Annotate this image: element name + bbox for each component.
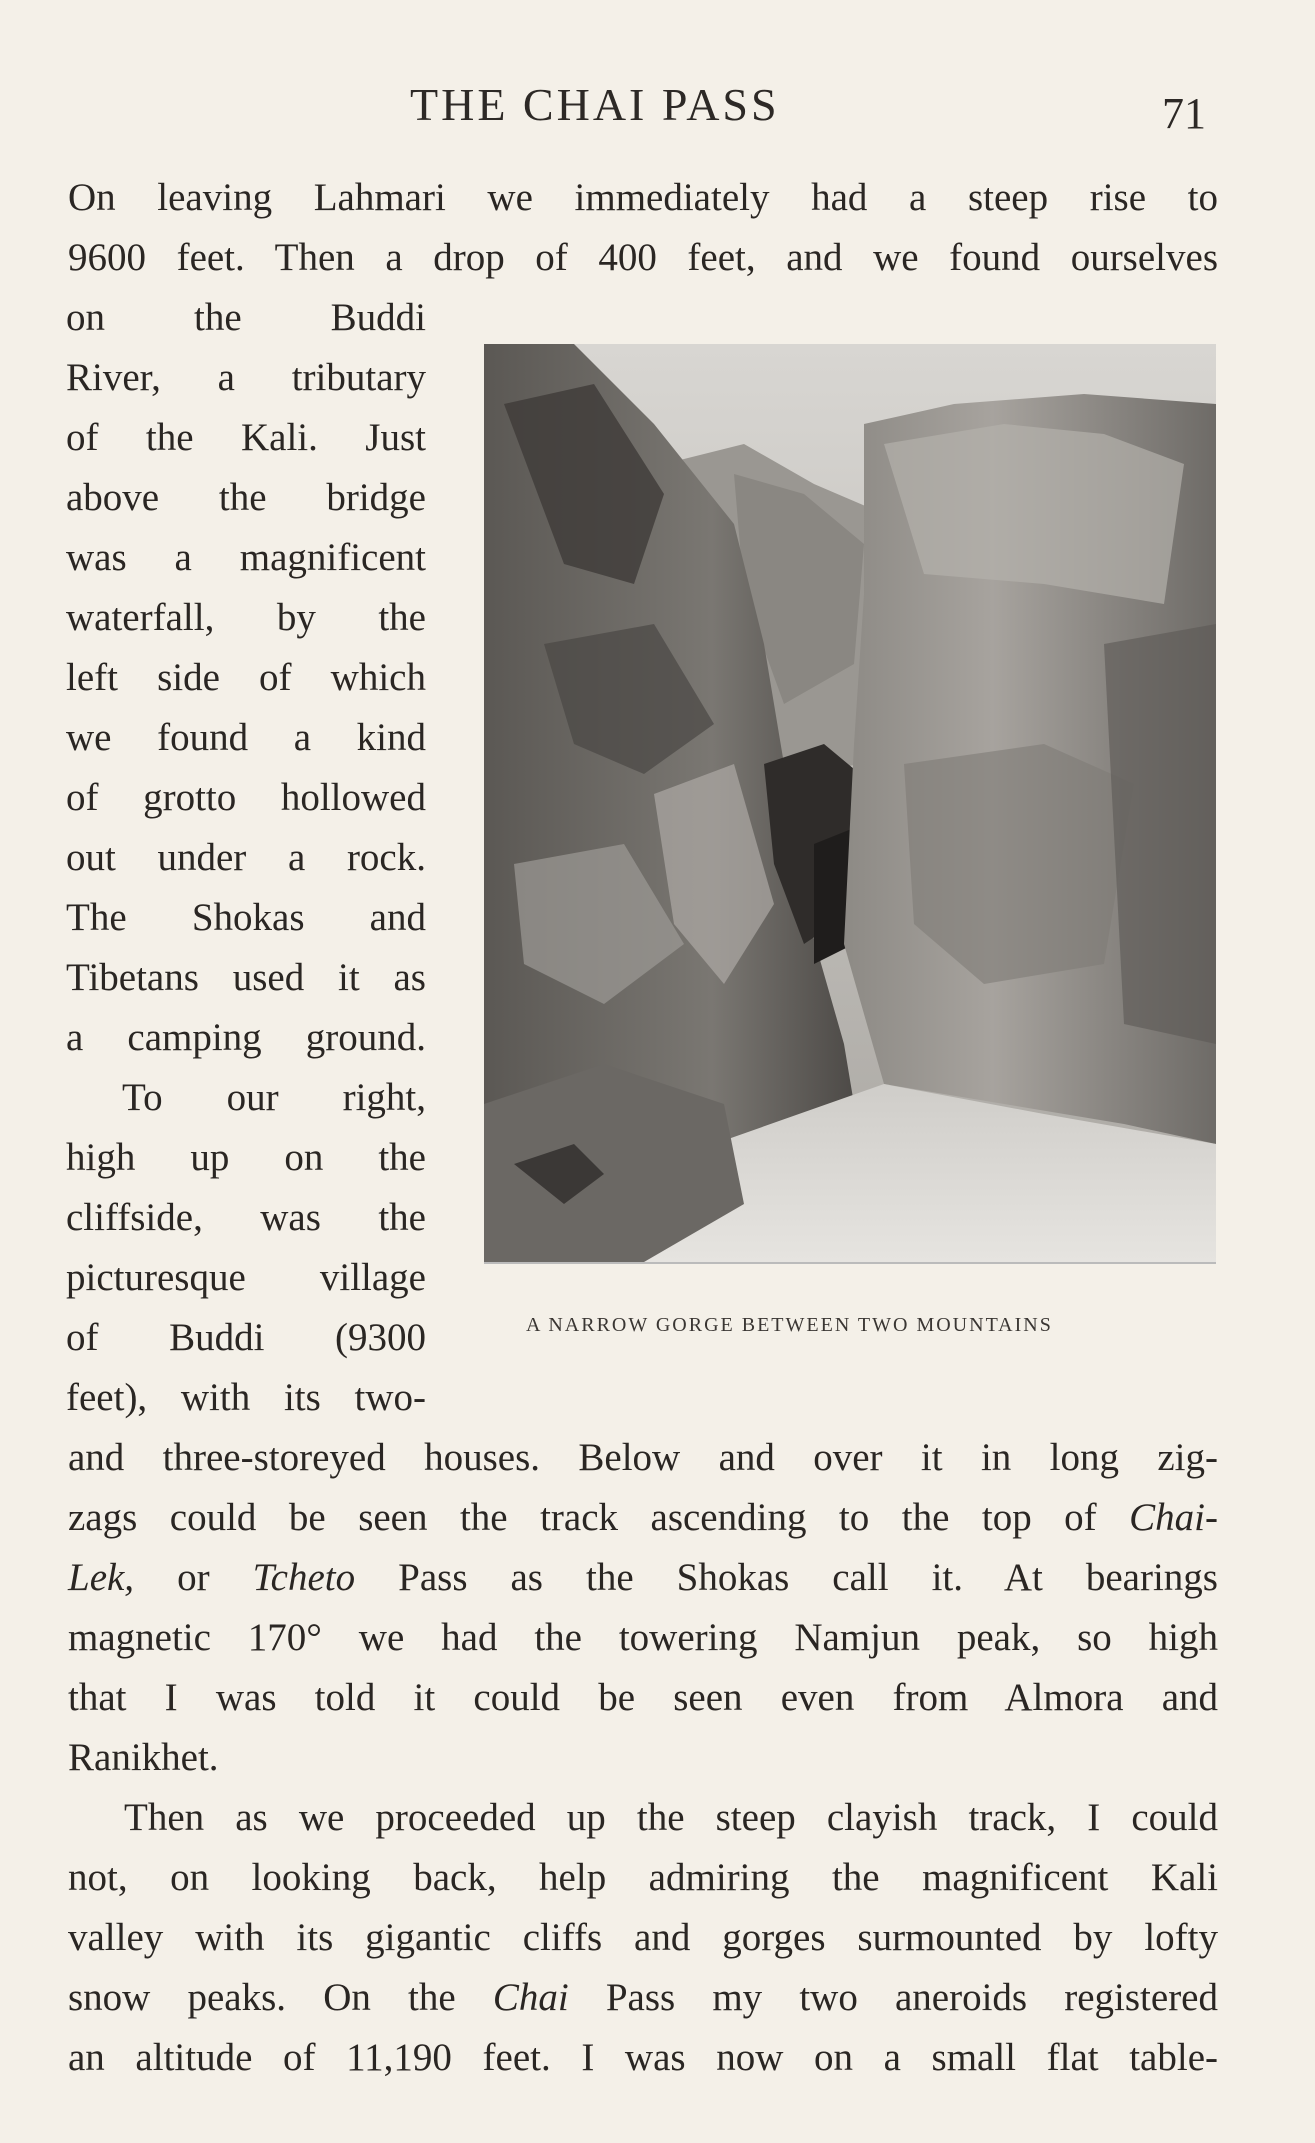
text-line: an altitude of 11,190 feet. I was now on a small flat table- bbox=[68, 2036, 1218, 2079]
text-line bbox=[68, 1548, 1218, 1608]
italic-place-name: Chai bbox=[492, 1976, 569, 2019]
text-line: waterfall, by the bbox=[66, 596, 426, 639]
text-line: of the Kali. Just bbox=[66, 416, 426, 459]
text-line: feet), with its two- bbox=[66, 1376, 426, 1419]
text-line: left side of which bbox=[66, 656, 426, 699]
text-segment: snow peaks. On the bbox=[68, 1976, 493, 2019]
gorge-photograph bbox=[484, 344, 1216, 1264]
text-line: that I was told it could be seen even from Almora and bbox=[68, 1676, 1218, 1719]
text-line: picturesque village bbox=[66, 1256, 426, 1299]
text-line: and three-storeyed houses. Below and over it in long zig- bbox=[68, 1436, 1218, 1479]
text-line: of Buddi (9300 bbox=[66, 1316, 426, 1359]
italic-place-name: Chai- bbox=[1129, 1496, 1218, 1539]
continuation-paragraph bbox=[68, 1428, 1218, 1788]
text-line: Then as we proceeded up the steep clayish track, I could bbox=[124, 1796, 1218, 1839]
intro-paragraph bbox=[68, 168, 1218, 288]
text-line: above the bridge bbox=[66, 476, 426, 519]
text-line: magnetic 170° we had the towering Namjun peak, so high bbox=[68, 1616, 1218, 1659]
text-segment: or bbox=[134, 1556, 253, 1599]
text-line: was a magnificent bbox=[66, 536, 426, 579]
text-line: On leaving Lahmari we immediately had a steep rise to bbox=[68, 176, 1218, 219]
text-segment: Pass my two aneroids registered bbox=[568, 1976, 1218, 2019]
text-line: of grotto hollowed bbox=[66, 776, 426, 819]
running-header: THE CHAI PASS bbox=[410, 79, 780, 130]
text-line: Ranikhet. bbox=[68, 1736, 219, 1779]
text-line bbox=[68, 1488, 1218, 1548]
final-paragraph bbox=[68, 1788, 1218, 2088]
text-line: out under a rock. bbox=[66, 836, 426, 879]
text-line: To our right, bbox=[122, 1076, 426, 1119]
text-segment: Pass as the Shokas call it. At bearings bbox=[355, 1556, 1218, 1599]
text-segment: zags could be seen the track ascending to the top of bbox=[68, 1496, 1130, 1539]
wrapped-text-column bbox=[66, 288, 426, 1428]
text-line: a camping ground. bbox=[66, 1016, 426, 1059]
figure-caption: A NARROW GORGE BETWEEN TWO MOUNTAINS bbox=[526, 1314, 1053, 1336]
italic-place-name: Tcheto bbox=[252, 1556, 356, 1599]
text-line: Tibetans used it as bbox=[66, 956, 426, 999]
text-line: River, a tributary bbox=[66, 356, 426, 399]
text-line: not, on looking back, help admiring the magnificent Kali bbox=[68, 1856, 1218, 1899]
gorge-illustration bbox=[484, 344, 1216, 1262]
text-line: The Shokas and bbox=[66, 896, 426, 939]
text-line: valley with its gigantic cliffs and gorges surmounted by lofty bbox=[68, 1916, 1218, 1959]
italic-place-name: Lek, bbox=[68, 1556, 135, 1599]
page-number: 71 bbox=[1162, 89, 1206, 138]
text-line: 9600 feet. Then a drop of 400 feet, and we found ourselves bbox=[68, 236, 1218, 279]
text-line: cliffside, was the bbox=[66, 1196, 426, 1239]
text-line: on the Buddi bbox=[66, 296, 426, 339]
text-line bbox=[68, 1968, 1218, 2028]
text-line: high up on the bbox=[66, 1136, 426, 1179]
text-line: we found a kind bbox=[66, 716, 426, 759]
